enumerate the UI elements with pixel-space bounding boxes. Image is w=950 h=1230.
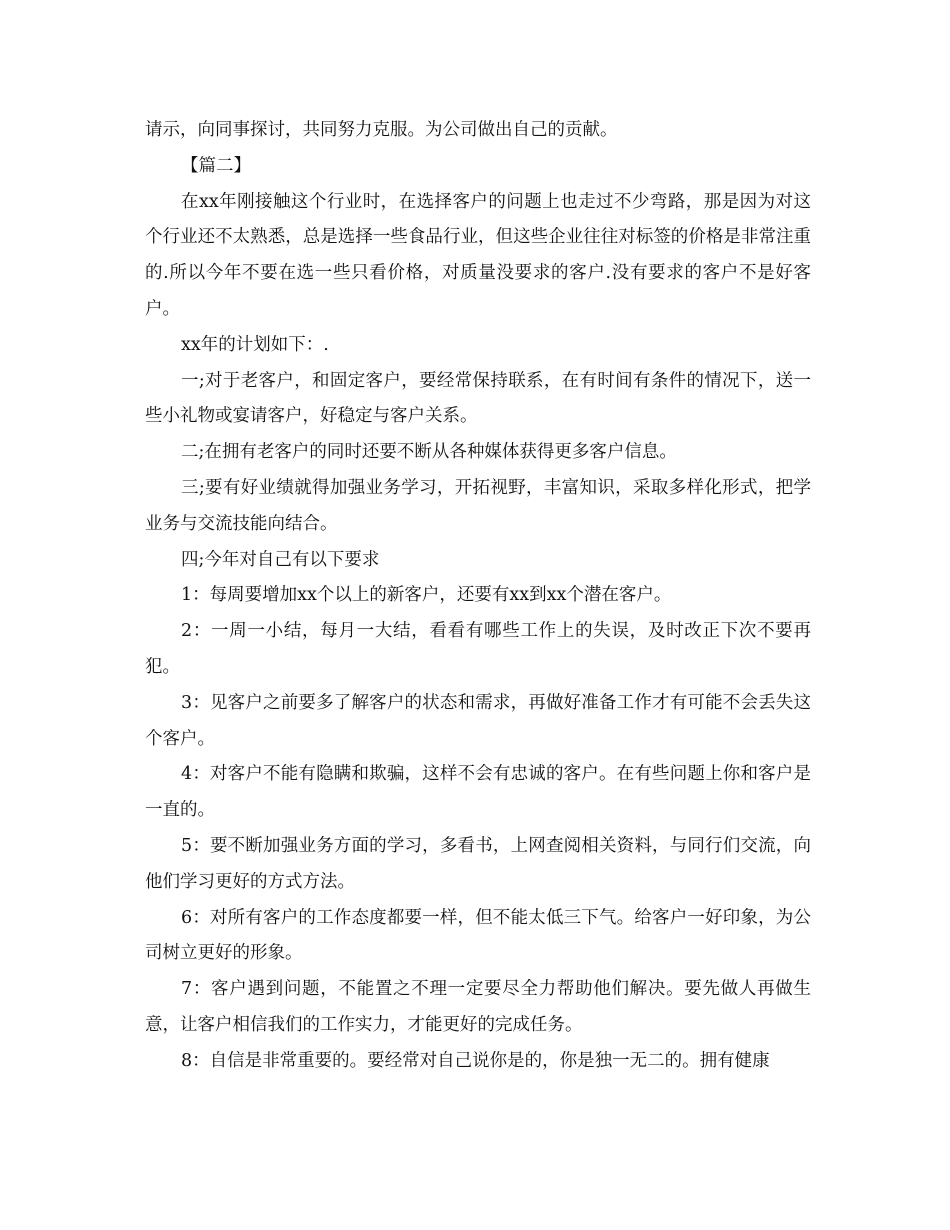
requirement-5: 5：要不断加强业务方面的学习，多看书，上网查阅相关资料，与同行们交流，向他们学习更好的方式方法。 [145, 835, 811, 892]
plan-item-1: 一;对于老客户，和固定客户，要经常保持联系，在有时间有条件的情况下，送一些小礼物或宴请客户，好稳定与客户关系。 [145, 370, 811, 427]
plan-heading: xx年的计划如下：. [181, 334, 329, 355]
section-heading: 【篇二】 [181, 155, 251, 176]
requirement-3: 3：见客户之前要多了解客户的状态和需求，再做好准备工作才有可能不会丢失这个客户。 [145, 692, 811, 749]
document-body [145, 113, 811, 1080]
requirement-7: 7：客户遇到问题，不能置之不理一定要尽全力帮助他们解决。要先做人再做生意，让客户相信我们的工作实力，才能更好的完成任务。 [145, 979, 811, 1035]
requirement-1: 1：每周要增加xx个以上的新客户，还要有xx到xx个潜在客户。 [181, 585, 672, 606]
plan-item-4: 四;今年对自己有以下要求 [181, 549, 380, 570]
paragraph-continuation: 请示，向同事探讨，共同努力克服。为公司做出自己的贡献。 [145, 120, 618, 140]
requirement-8: 8：自信是非常重要的。要经常对自己说你是的，你是独一无二的。拥有健康 [181, 1050, 770, 1071]
paragraph-intro: 在xx年刚接触这个行业时，在选择客户的问题上也走过不少弯路，那是因为对这个行业还不太熟悉，总是选择一些食品行业，但这些企业往往对标签的价格是非常注重的.所以今年不要在选一些只看价格，对质量没要求的客户.没有要求的客户不是好客户。 [145, 191, 811, 319]
plan-item-2: 二;在拥有老客户的同时还要不断从各种媒体获得更多客户信息。 [181, 442, 677, 463]
requirement-2: 2：一周一小结，每月一大结，看看有哪些工作上的失误，及时改正下次不要再犯。 [145, 621, 811, 677]
requirement-4: 4：对客户不能有隐瞒和欺骗，这样不会有忠诚的客户。在有些问题上你和客户是一直的。 [145, 764, 811, 821]
plan-item-3: 三;要有好业绩就得加强业务学习，开拓视野，丰富知识，采取多样化形式，把学业务与交流技能向结合。 [145, 477, 811, 534]
requirement-6: 6：对所有客户的工作态度都要一样，但不能太低三下气。给客户一好印象，为公司树立更好的形象。 [145, 907, 811, 964]
